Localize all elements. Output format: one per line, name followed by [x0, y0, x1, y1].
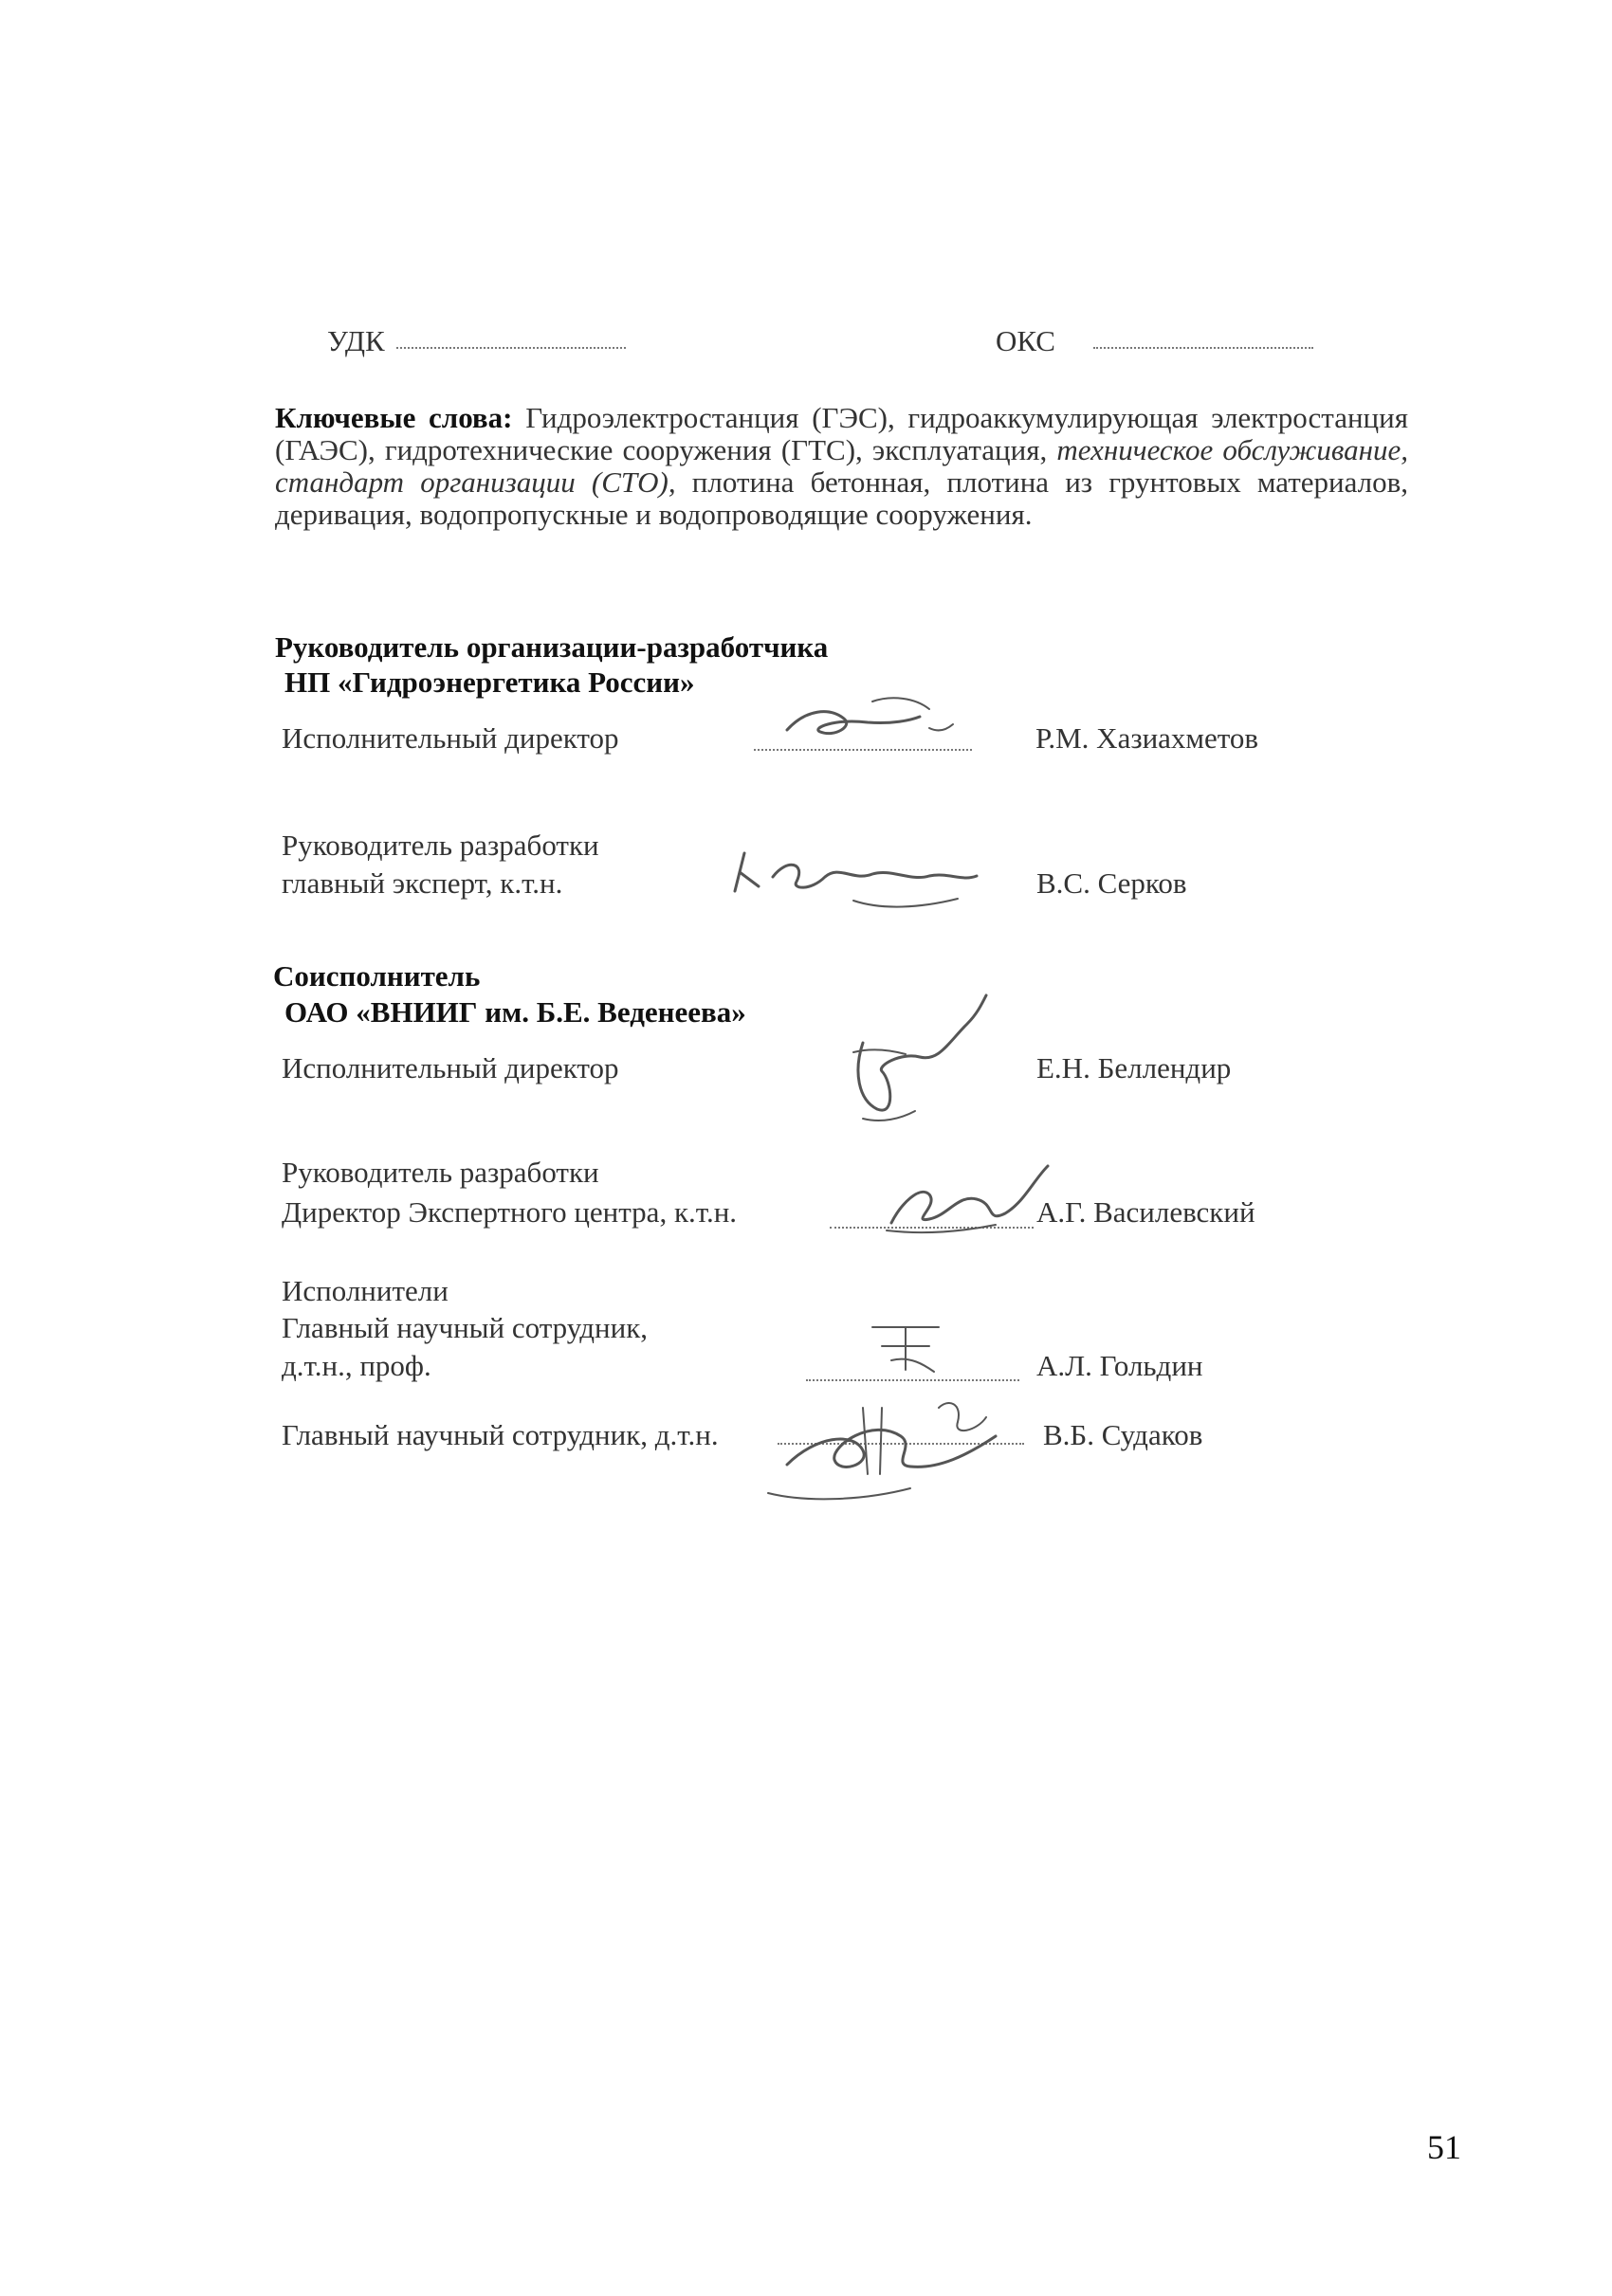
keywords-text: Гидроэлектростанция (ГЭС), гидроаккумулирующая электростанция (ГАЭС), гидротехнические сооружения (ГТС), эксплуатация,: [275, 401, 1409, 466]
signatory-name: А.Л. Гольдин: [1036, 1349, 1203, 1382]
signature-sudakov: [749, 1379, 1015, 1517]
signatory-name: В.С. Серков: [1036, 866, 1187, 900]
signatory-name: А.Г. Василевский: [1036, 1195, 1255, 1229]
co-executor-heading: Соисполнитель: [273, 959, 481, 993]
signatory-position: Руководитель разработки: [282, 829, 599, 862]
keywords-text-end: плотина бетонная, плотина из грунтовых материалов, деривация, водопропускные и водопроводящие сооружения.: [275, 465, 1408, 531]
signatory-name: В.Б. Судаков: [1043, 1418, 1203, 1451]
org-developer-heading: Руководитель организации-разработчика: [275, 630, 829, 664]
signatory-position: Исполнительный директор: [282, 1051, 619, 1084]
signatory-position-detail: Директор Экспертного центра, к.т.н.: [282, 1195, 738, 1229]
udk-label: УДК: [327, 324, 385, 357]
signatory-position-detail: д.т.н., проф.: [282, 1349, 431, 1382]
executors-heading: Исполнители: [282, 1274, 449, 1307]
signatory-position-detail: главный эксперт, к.т.н.: [282, 866, 563, 900]
oks-label: ОКС: [996, 324, 1055, 357]
page-number: 51: [1427, 2128, 1461, 2166]
signature-vasilevsky: [872, 1157, 1062, 1247]
signatory-position: Главный научный сотрудник, д.т.н.: [282, 1418, 719, 1451]
signatory-position: Главный научный сотрудник,: [282, 1311, 649, 1344]
org-developer-name: НП «Гидроэнергетика России»: [284, 665, 695, 699]
signatory-position: Руководитель разработки: [282, 1156, 599, 1189]
keywords-paragraph: [275, 402, 1408, 531]
keywords-text-italic: техническое обслуживание, стандарт организации (СТО),: [275, 433, 1409, 499]
signature-bellendir: [825, 986, 996, 1133]
signatory-name: Р.М. Хазиахметов: [1035, 721, 1259, 755]
signatory-position: Исполнительный директор: [282, 721, 619, 755]
co-executor-org-name: ОАО «ВНИИГ им. Б.Е. Веденеева»: [284, 995, 746, 1029]
signature-serkov: [721, 834, 1005, 924]
signatory-name: Е.Н. Беллендир: [1036, 1051, 1232, 1084]
udk-blank-line: [396, 347, 626, 349]
oks-blank-line: [1093, 347, 1313, 349]
signature-khaziakhmetov: [778, 690, 967, 761]
keywords-label: Ключевые слова:: [275, 401, 513, 434]
